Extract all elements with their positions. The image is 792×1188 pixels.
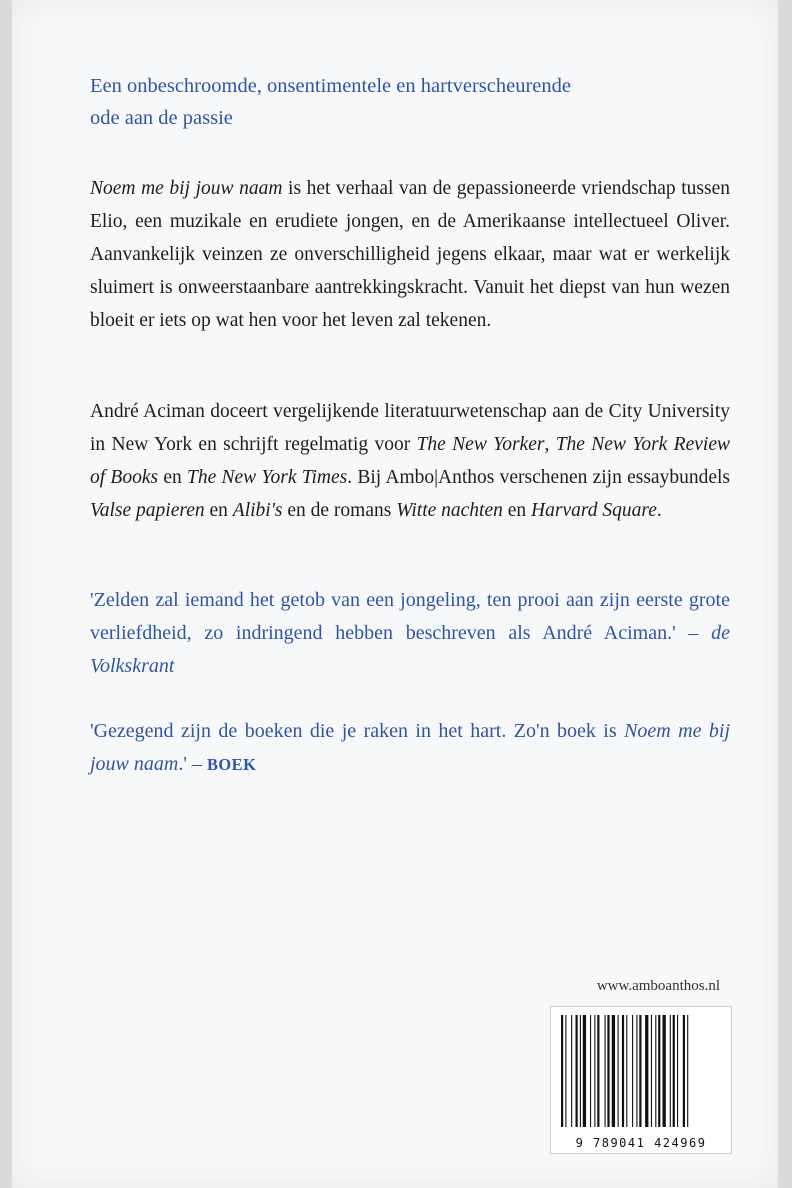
- barcode-bar: [670, 1015, 671, 1127]
- review-quote-volkskrant: [90, 584, 730, 683]
- barcode-bar: [618, 1015, 619, 1127]
- barcode-bar: [677, 1015, 678, 1127]
- barcode-bar: [576, 1015, 578, 1127]
- bio-publication: The New York Times: [187, 467, 348, 488]
- barcode-bar: [590, 1015, 591, 1127]
- bio-text: André Aciman doceert vergelijkende literatuurwetenschap aan de City University in New York en schrijft regelmatig voor: [90, 401, 730, 455]
- barcode-bar: [612, 1015, 615, 1127]
- quote-book-title: Noem me bij jouw naam: [90, 720, 730, 775]
- book-title-italic: Noem me bij jouw naam: [90, 178, 283, 199]
- barcode-bar: [571, 1015, 572, 1127]
- barcode-bar: [580, 1015, 581, 1127]
- barcode-bar: [673, 1015, 675, 1127]
- bio-text: . Bij Ambo|Anthos verschenen zijn essaybundels: [347, 467, 730, 488]
- synopsis-body: is het verhaal van de gepassioneerde vriendschap tussen Elio, een muzikale en erudiete jongen, en de Amerikaanse intellectueel Oliver. Aanvankelijk veinzen ze onverschilligheid jegens elkaar, maar wat er werkelijk sluimert is onweerstaanbare aantrekkingskracht. Vanuit het diepst van hun wezen bloeit er iets op wat hen voor het leven zal tekenen.: [90, 178, 730, 331]
- tagline: [90, 70, 730, 134]
- barcode-bar: [639, 1015, 641, 1127]
- bio-text: en de romans: [282, 500, 397, 521]
- barcode-bar: [622, 1015, 624, 1127]
- synopsis-paragraph: [90, 172, 730, 337]
- barcode-bar: [594, 1015, 595, 1127]
- barcode-bar: [683, 1015, 685, 1127]
- barcode-bars: [561, 1015, 721, 1127]
- barcode-bar: [605, 1015, 606, 1127]
- barcode-bar: [583, 1015, 586, 1127]
- isbn-number: 9 789041 424969: [575, 1136, 707, 1150]
- book-back-cover: [12, 0, 778, 1188]
- review-quote-boek: [90, 715, 730, 781]
- bio-book-title: Witte nachten: [396, 500, 503, 521]
- bio-text: ,: [544, 434, 556, 455]
- barcode-bar: [645, 1015, 648, 1127]
- bio-text: en: [204, 500, 233, 521]
- quote-source: BOEK: [206, 755, 257, 774]
- barcode-bar: [626, 1015, 627, 1127]
- barcode-bar: [597, 1015, 599, 1127]
- bio-text: .: [656, 500, 662, 521]
- tagline-line-2: ode aan de passie: [90, 107, 233, 129]
- barcode-bar: [636, 1015, 637, 1127]
- quote-dash: –: [675, 622, 712, 644]
- quote-source: de Volkskrant: [90, 622, 731, 677]
- barcode-bar: [658, 1015, 660, 1127]
- quote-end: .': [178, 753, 187, 775]
- barcode-bar: [561, 1015, 563, 1127]
- bio-text: en: [502, 500, 532, 521]
- quote-text: 'Gezegend zijn de boeken die je raken in het hart. Zo'n boek is: [90, 720, 625, 742]
- tagline-line-1: Een onbeschroomde, onsentimentele en hartverscheurende: [90, 75, 571, 97]
- barcode-bar: [651, 1015, 652, 1127]
- publisher-website: www.amboanthos.nl: [596, 978, 720, 994]
- barcode-bar: [663, 1015, 666, 1127]
- bio-publication: The New Yorker: [416, 434, 545, 455]
- bio-publication: The New York Review of Books: [90, 434, 730, 488]
- bio-book-title: Alibi's: [232, 500, 283, 521]
- barcode-bar: [655, 1015, 656, 1127]
- author-bio-paragraph: [90, 395, 730, 527]
- isbn-barcode: [550, 1006, 732, 1154]
- bio-book-title: Valse papieren: [90, 500, 205, 521]
- barcode-bar: [565, 1015, 566, 1127]
- barcode-bar: [607, 1015, 609, 1127]
- quote-dash: –: [186, 753, 207, 775]
- barcode-bar: [632, 1015, 633, 1127]
- quote-text: 'Zelden zal iemand het getob van een jongeling, ten prooi aan zijn eerste grote verliefdheid, zo indringend hebben beschreven als André Aciman.': [90, 589, 730, 644]
- barcode-bar: [687, 1015, 688, 1127]
- bio-text: en: [158, 467, 187, 488]
- bio-book-title: Harvard Square: [531, 500, 657, 521]
